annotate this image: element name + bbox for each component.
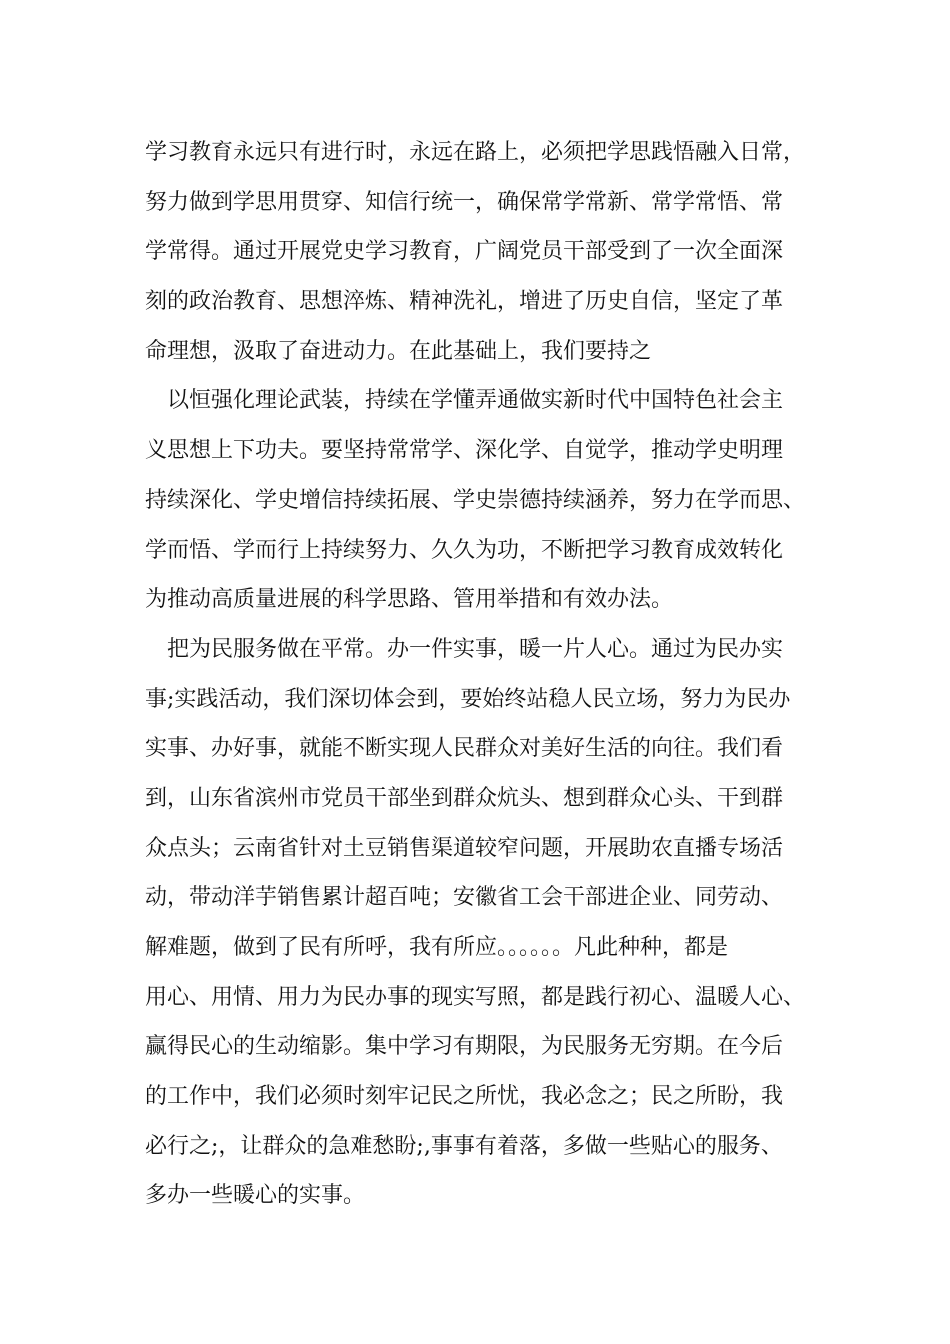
text-line: 以恒强化理论武装，持续在学懂弄通做实新时代中国特色社会主 — [167, 388, 784, 414]
text-line: 持续深化、学史增信持续拓展、学史崇德持续涵养，努力在学而思、 — [145, 487, 806, 513]
text-line: 学而悟、学而行上持续努力、久久为功，不断把学习教育成效转化 — [145, 537, 784, 563]
text-line: 学常得。通过开展党史学习教育，广阔党员干部受到了一次全面深 — [145, 239, 784, 265]
text-line: 事;实践活动，我们深切体会到，要始终站稳人民立场，努力为民办 — [145, 686, 791, 712]
text-line: 学习教育永远只有进行时，永远在路上，必须把学思践悟融入日常， — [145, 140, 806, 165]
text-line: 到，山东省滨州市党员干部坐到群众炕头、想到群众心头、干到群 — [145, 785, 784, 811]
text-line: 实事、办好事，就能不断实现人民群众对美好生活的向往。我们看 — [145, 736, 784, 762]
text-line: 赢得民心的生动缩影。集中学习有期限，为民服务无穷期。在今后 — [145, 1034, 784, 1060]
text-line: 的工作中，我们必须时刻牢记民之所忧，我必念之；民之所盼，我 — [145, 1084, 784, 1110]
text-line: 命理想，汲取了奋进动力。在此基础上，我们要持之 — [145, 338, 652, 364]
text-line: 用心、用情、用力为民办事的现实写照，都是践行初心、温暖人心、 — [145, 984, 806, 1010]
text-line: 解难题，做到了民有所呼，我有所应。。。。。。凡此种种，都是 — [145, 935, 729, 960]
text-line: 动，带动洋芋销售累计超百吨；安徽省工会干部进企业、同劳动、 — [145, 885, 784, 911]
text-line: 多办一些暖心的实事。 — [145, 1183, 366, 1209]
text-line: 刻的政治教育、思想淬炼、精神洗礼，增进了历史自信，坚定了革 — [145, 289, 784, 315]
text-line: 必行之;，让群众的急难愁盼;,事事有着落，多做一些贴心的服务、 — [145, 1133, 783, 1159]
text-line: 为推动高质量进展的科学思路、管用举措和有效办法。 — [145, 587, 674, 613]
text-line: 义思想上下功夫。要坚持常常学、深化学、自觉学，推动学史明理 — [145, 438, 784, 464]
text-line: 把为民服务做在平常。办一件实事，暖一片人心。通过为民办实 — [167, 636, 784, 662]
document-body — [145, 128, 835, 1221]
text-line: 众点头；云南省针对土豆销售渠道较窄问题，开展助农直播专场活 — [145, 835, 784, 861]
text-line: 努力做到学思用贯穿、知信行统一，确保常学常新、常学常悟、常 — [145, 189, 784, 215]
